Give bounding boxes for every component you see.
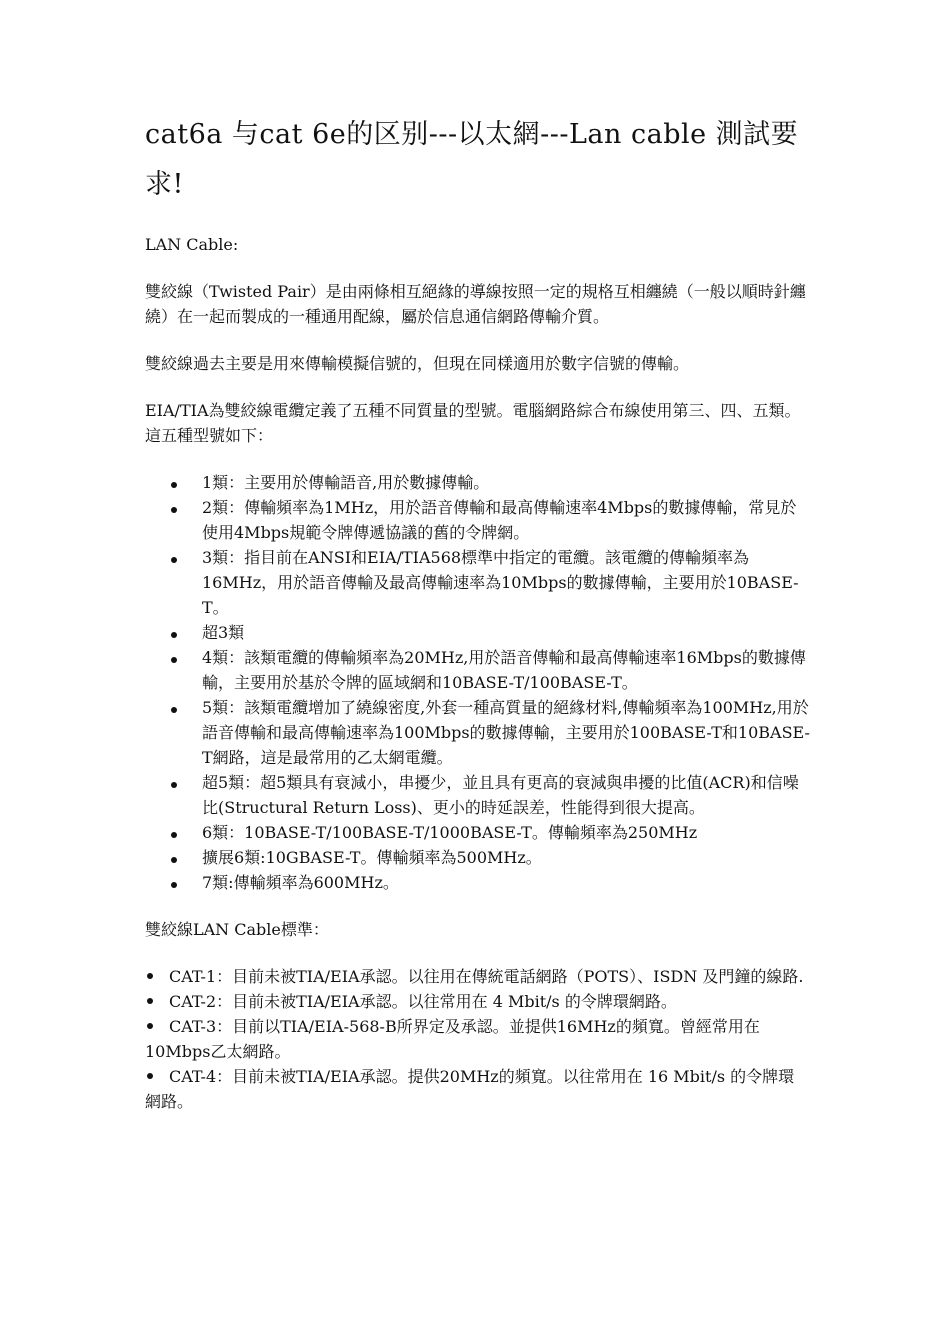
bullet-icon [147,998,153,1004]
document-title: cat6a 与cat 6e的区别---以太網---Lan cable 測試要求! [145,119,799,200]
bullet-icon [171,857,177,863]
list-item: 擴展6類:10GBASE-T。傳輸頻率為500MHz。 [145,845,810,870]
cat-item: CAT-2：目前未被TIA/EIA承認。以往常用在 4 Mbit/s 的令牌環網路。 [145,989,810,1014]
lan-cable-label: LAN Cable: [145,235,239,254]
bullet-icon [147,1023,153,1029]
list-item: 2類：傳輸頻率為1MHz，用於語音傳輸和最高傳輸速率4Mbps的數據傳輸，常見於使用4Mbps規範令牌傳遞協議的舊的令牌網。 [145,495,810,545]
bullet-icon [171,832,177,838]
bullet-icon [171,632,177,638]
cat-item: CAT-3：目前以TIA/EIA-568-B所界定及承認。並提供16MHz的頻寬。曾經常用在10Mbps乙太網路。 [145,1017,760,1061]
list-item: 6類：10BASE-T/100BASE-T/1000BASE-T。傳輸頻率為250MHz [145,820,810,845]
list-item: 超3類 [145,620,810,645]
list-item: 3類：指目前在ANSI和EIA/TIA568標準中指定的電纜。該電纜的傳輸頻率為16MHz，用於語音傳輸及最高傳輸速率為10Mbps的數據傳輸，主要用於10BASE-T。 [145,545,810,620]
paragraph-twisted-pair: 雙絞線（Twisted Pair）是由兩條相互絕緣的導線按照一定的規格互相纏繞（一般以順時針纏繞）在一起而製成的一種通用配線，屬於信息通信網路傳輸介質。 [145,282,806,326]
list-item: 超5類：超5類具有衰減小，串擾少，並且具有更高的衰減與串擾的比值(ACR)和信噪比(Structural Return Loss)、更小的時延誤差，性能得到很大提高。 [145,770,810,820]
bullet-icon [171,557,177,563]
bullet-icon [171,707,177,713]
document-page [145,110,810,1114]
list-item: 1類：主要用於傳輸語音,用於數據傳輸。 [145,470,810,495]
bullet-icon [147,973,153,979]
cat-item: CAT-4：目前未被TIA/EIA承認。提供20MHz的頻寬。以往常用在 16 Mbit/s 的令牌環網路。 [145,1067,795,1111]
bullet-icon [147,1073,153,1079]
bullet-icon [171,782,177,788]
list-item: 5類：該類電纜增加了繞線密度,外套一種高質量的絕緣材料,傳輸頻率為100MHz,用於語音傳輸和最高傳輸速率為100Mbps的數據傳輸，主要用於100BASE-T和10BASE-T網路，這是最常用的乙太網電纜。 [145,695,810,770]
bullet-icon [171,482,177,488]
bullet-icon [171,657,177,663]
cat-item: CAT-1：目前未被TIA/EIA承認。以往用在傳統電話網路（POTS）、ISDN 及門鐘的線路. [145,964,810,989]
paragraph-eia-tia: EIA/TIA為雙絞線電纜定義了五種不同質量的型號。電腦網路綜合布線使用第三、四、五類。 這五種型號如下： [145,401,801,445]
list-item: 4類：該類電纜的傳輸頻率為20MHz,用於語音傳輸和最高傳輸速率16Mbps的數據傳輸，主要用於基於令牌的區域網和10BASE-T/100BASE-T。 [145,645,810,695]
bullet-icon [171,507,177,513]
list-item: 7類:傳輸頻率為600MHz。 [145,870,810,895]
cable-type-list [145,470,810,895]
paragraph-signal: 雙絞線過去主要是用來傳輸模擬信號的，但現在同樣適用於數字信號的傳輸。 [145,354,690,373]
bullet-icon [171,882,177,888]
standard-label: 雙絞線LAN Cable標準： [145,920,329,939]
